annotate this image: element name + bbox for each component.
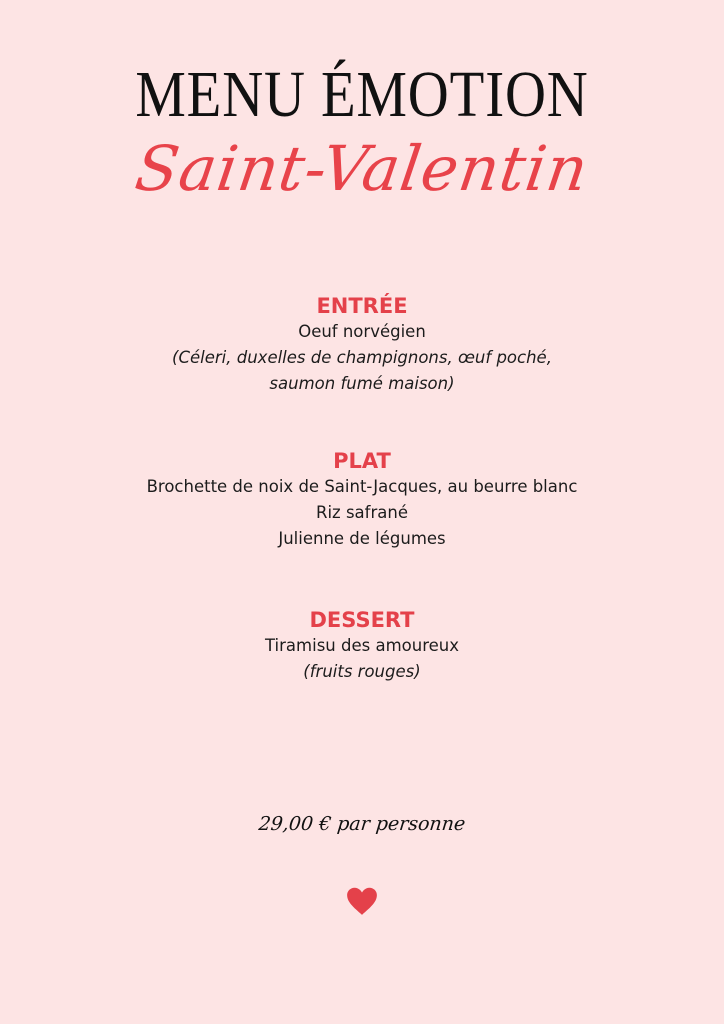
dish-side: Julienne de légumes (278, 529, 446, 548)
dish-description: (fruits rouges) (303, 662, 421, 681)
section-dessert (0, 607, 724, 685)
section-plat (0, 448, 724, 552)
price-per-person: 29,00 € par personne (257, 813, 467, 835)
heart-icon (345, 884, 379, 918)
dish-name: Oeuf norvégien (298, 322, 426, 341)
dish-name: Brochette de noix de Saint-Jacques, au beurre blanc (146, 477, 578, 496)
section-entree (0, 293, 724, 397)
dish-name: Tiramisu des amoureux (264, 636, 459, 655)
section-heading-dessert: DESSERT (309, 608, 415, 632)
menu-title: MENU ÉMOTION (135, 58, 589, 131)
dish-description: saumon fumé maison) (269, 374, 455, 393)
menu-subtitle: Saint-Valentin (131, 132, 594, 205)
section-heading-plat: PLAT (333, 449, 391, 473)
dish-side: Riz safrané (316, 503, 408, 522)
section-heading-entree: ENTRÉE (316, 294, 408, 318)
dish-description: (Céleri, duxelles de champignons, œuf poché, (172, 348, 552, 367)
